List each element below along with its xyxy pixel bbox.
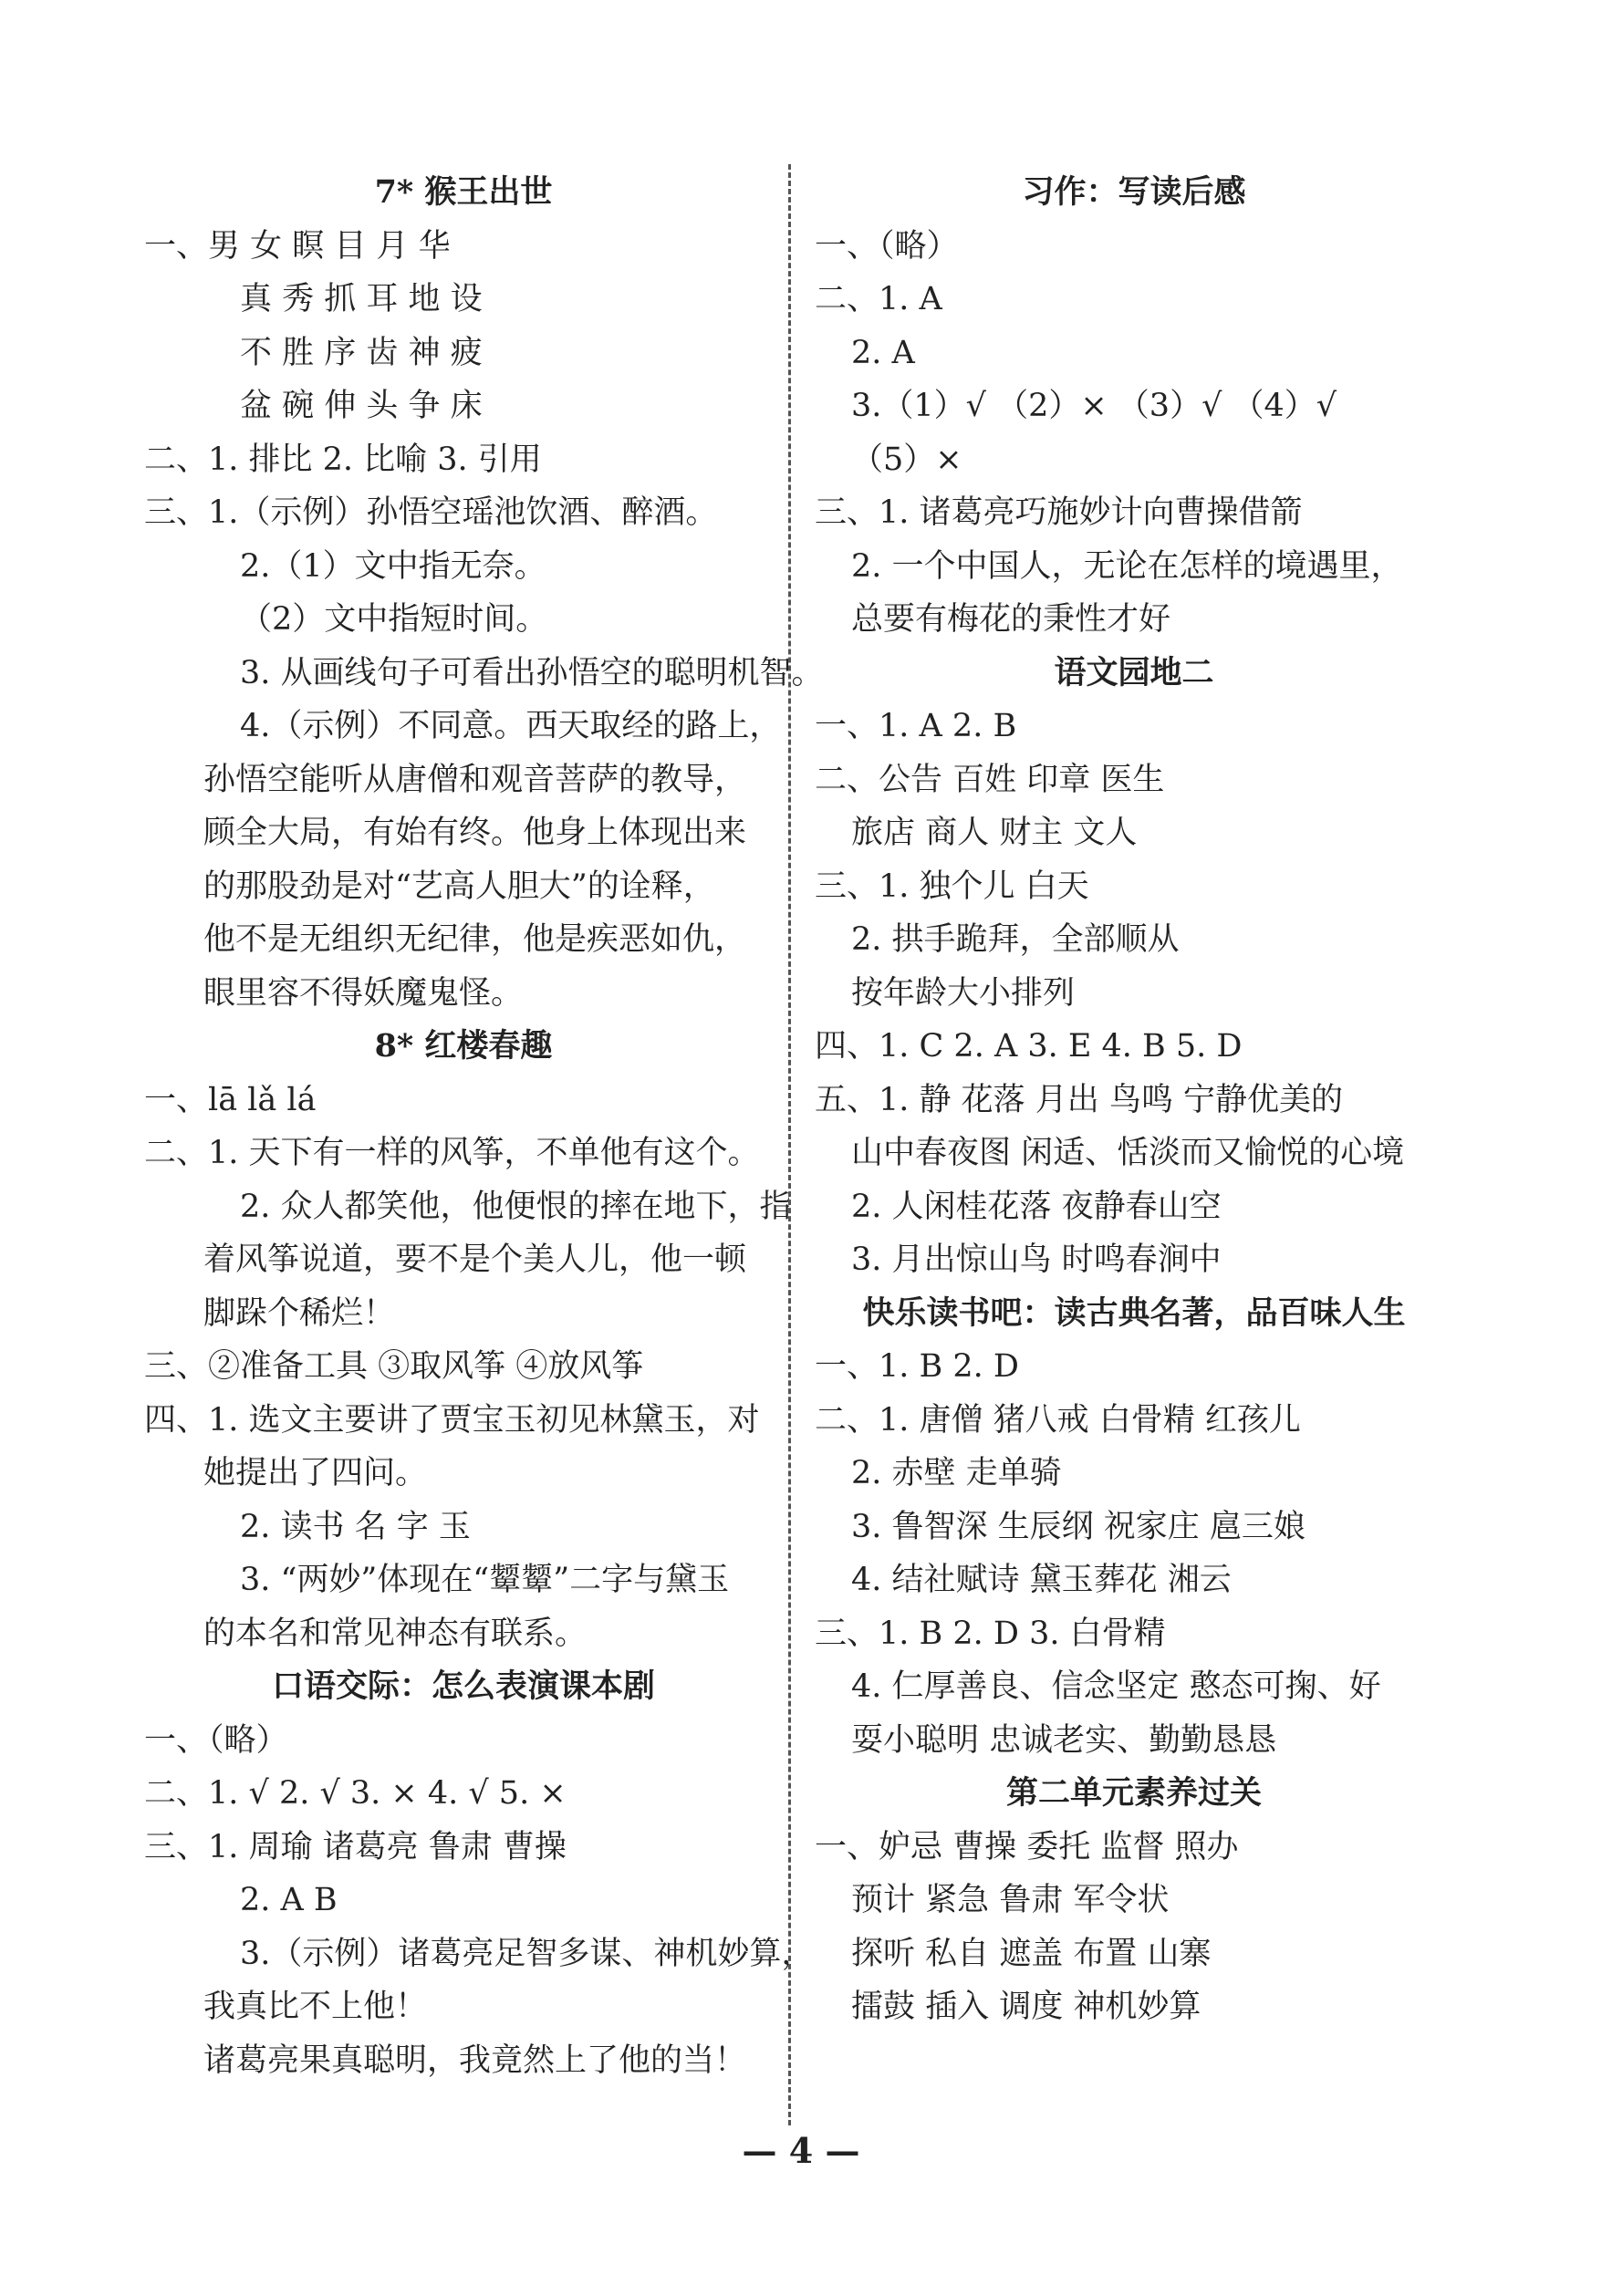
answer-line: 总要有梅花的秉性才好 bbox=[851, 601, 1171, 638]
answer-line: 一、（略） bbox=[144, 1721, 288, 1759]
answer-line: 一、妒忌 曹操 委托 监督 照办 bbox=[815, 1828, 1239, 1865]
answer-line: 探听 私自 遮盖 布置 山寨 bbox=[851, 1935, 1212, 1972]
answer-line: 一、男 女 瞑 目 月 华 bbox=[144, 227, 451, 265]
answer-line: 三、②准备工具 ③取风筝 ④放风筝 bbox=[144, 1348, 644, 1385]
answer-line: 4.（示例）不同意。西天取经的路上， bbox=[240, 708, 782, 744]
answer-line: 4. 仁厚善良、信念坚定 憨态可掬、好 bbox=[851, 1668, 1381, 1705]
answer-line: 二、1. √ 2. √ 3. × 4. √ 5. × bbox=[144, 1775, 567, 1812]
section-title: 快乐读书吧：读古典名著，品百味人生 bbox=[862, 1293, 1406, 1332]
section-title: 第二单元素养过关 bbox=[1005, 1774, 1262, 1812]
answer-line: 2. 一个中国人，无论在怎样的境遇里， bbox=[851, 547, 1403, 585]
answer-line: 擂鼓 插入 调度 神机妙算 bbox=[851, 1989, 1202, 2025]
answer-line: 真 秀 抓 耳 地 设 bbox=[240, 281, 483, 317]
answer-line: 三、1. B 2. D 3. 白骨精 bbox=[815, 1615, 1166, 1652]
answer-line: 一、1. B 2. D bbox=[815, 1348, 1019, 1385]
section-title: 7* 猴王出世 bbox=[374, 173, 553, 211]
answer-line: 预计 紧急 鲁肃 军令状 bbox=[851, 1882, 1170, 1918]
answer-line: 一、1. A 2. B bbox=[815, 708, 1017, 744]
answer-line: 3.（1）√ （2）× （3）√ （4）√ bbox=[851, 388, 1337, 424]
answer-line: 顾全大局，有始有终。他身上体现出来 bbox=[203, 815, 747, 851]
answer-line: 不 胜 序 齿 神 疲 bbox=[240, 334, 483, 371]
answer-line: 四、1. C 2. A 3. E 4. B 5. D bbox=[815, 1028, 1243, 1065]
answer-line: 2. 众人都笑他，他便恨的摔在地下，指 bbox=[240, 1188, 792, 1225]
answer-line: 按年龄大小排列 bbox=[851, 974, 1076, 1012]
answer-line: 三、1. 独个儿 白天 bbox=[815, 867, 1089, 905]
answer-line: 旅店 商人 财主 文人 bbox=[851, 815, 1138, 851]
answer-line: 四、1. 选文主要讲了贾宝玉初见林黛玉，对 bbox=[144, 1401, 760, 1439]
answer-line: 三、1.（示例）孙悟空瑶池饮酒、醉酒。 bbox=[144, 494, 718, 531]
answer-line: 2. A B bbox=[240, 1882, 338, 1918]
answer-line: 三、1. 周瑜 诸葛亮 鲁肃 曹操 bbox=[144, 1828, 567, 1865]
section-title: 8* 红楼春趣 bbox=[374, 1027, 553, 1065]
left-column bbox=[144, 166, 824, 2087]
answer-line: 3. 鲁智深 生辰纲 祝家庄 扈三娘 bbox=[851, 1508, 1306, 1545]
answer-line: 3. “两妙”体现在“颦颦”二字与黛玉 bbox=[240, 1562, 730, 1598]
answer-line: 着风筝说道，要不是个美人儿，他一顿 bbox=[203, 1242, 747, 1278]
section-title: 口语交际：怎么表演课本剧 bbox=[271, 1667, 655, 1705]
answer-line: 2. A bbox=[851, 334, 915, 371]
answer-line: 脚跺个稀烂！ bbox=[203, 1294, 396, 1332]
answer-line: 二、1. 唐僧 猪八戒 白骨精 红孩儿 bbox=[815, 1401, 1301, 1439]
answer-line: 他不是无组织无纪律，他是疾恶如仇， bbox=[203, 921, 747, 958]
answer-line: 3. 从画线句子可看出孙悟空的聪明机智。 bbox=[240, 654, 824, 691]
answer-line: 山中春夜图 闲适、恬淡而又愉悦的心境 bbox=[851, 1135, 1405, 1171]
answer-line: 眼里容不得妖魔鬼怪。 bbox=[203, 974, 524, 1012]
answer-line: 孙悟空能听从唐僧和观音菩萨的教导， bbox=[203, 761, 747, 798]
section-title: 语文园地二 bbox=[1054, 653, 1214, 691]
answer-line: 2. 赤壁 走单骑 bbox=[851, 1455, 1062, 1491]
answer-line: 她提出了四问。 bbox=[203, 1455, 428, 1491]
answer-line: 二、公告 百姓 印章 医生 bbox=[815, 761, 1165, 798]
section-title: 习作：写读后感 bbox=[1022, 173, 1246, 211]
answer-line: 三、1. 诸葛亮巧施妙计向曹操借箭 bbox=[815, 494, 1303, 531]
answer-line: 一、lā lǎ lá bbox=[144, 1081, 317, 1118]
answer-line: 盆 碗 伸 头 争 床 bbox=[240, 388, 483, 424]
answer-line: 二、1. 排比 2. 比喻 3. 引用 bbox=[144, 441, 542, 478]
answer-line: 2. 人闲桂花落 夜静春山空 bbox=[851, 1188, 1222, 1225]
page-number: — 4 — bbox=[742, 2130, 860, 2171]
answer-line: 的本名和常见神态有联系。 bbox=[203, 1615, 588, 1652]
answer-line: 的那股劲是对“艺高人胆大”的诠释， bbox=[203, 867, 715, 905]
column-divider bbox=[788, 164, 791, 2125]
answer-line: 2.（1）文中指无奈。 bbox=[240, 547, 546, 585]
answer-line: 3.（示例）诸葛亮足智多谋、神机妙算， bbox=[240, 1935, 814, 1972]
answer-line: 3. 月出惊山鸟 时鸣春涧中 bbox=[851, 1242, 1222, 1278]
right-column bbox=[815, 166, 1453, 2034]
answer-line: （5）× bbox=[851, 441, 962, 478]
answer-line: 耍小聪明 忠诚老实、勤勤恳恳 bbox=[851, 1721, 1277, 1759]
answer-line: 二、1. A bbox=[815, 281, 942, 317]
answer-line: （2）文中指短时间。 bbox=[240, 601, 548, 638]
answer-line: 二、1. 天下有一样的风筝，不单他有这个。 bbox=[144, 1135, 760, 1171]
answer-line: 我真比不上他！ bbox=[203, 1989, 428, 2025]
answer-line: 五、1. 静 花落 月出 鸟鸣 宁静优美的 bbox=[815, 1081, 1344, 1118]
answer-line: 4. 结社赋诗 黛玉葬花 湘云 bbox=[851, 1562, 1232, 1598]
answer-line: 2. 读书 名 字 玉 bbox=[240, 1508, 471, 1545]
answer-line: 2. 拱手跪拜，全部顺从 bbox=[851, 921, 1180, 958]
answer-line: 诸葛亮果真聪明，我竟然上了他的当！ bbox=[203, 2041, 747, 2079]
answer-line: 一、（略） bbox=[815, 227, 959, 265]
